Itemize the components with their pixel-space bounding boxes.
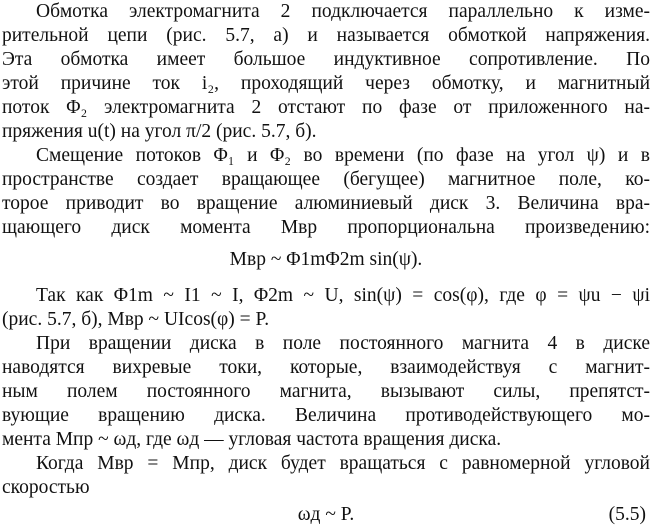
text-line: торое приводит во вращение алюминиевый диск 3. Величина вра-	[2, 193, 650, 214]
text-line: мента Mпр ~ ωд, где ωд — угловая частота вращения диска.	[2, 429, 502, 450]
text-line: Эта обмотка имеет большое индуктивное сопротивление. По	[2, 49, 650, 70]
text-line: Смещение потоков Φ₁ и Φ₂ во времени (по фазе на угол ψ) и в	[36, 145, 650, 166]
text-line: поток Φ₂ электромагнита 2 отстают по фазе от приложенного на-	[2, 97, 650, 118]
formula-angular-speed	[2, 503, 650, 527]
text-line: рительной цепи (рис. 5.7, а) и называется обмоткой напряжения.	[2, 25, 650, 46]
text-line: наводятся вихревые токи, которые, взаимодействуя с магнит-	[2, 357, 650, 378]
text-line: вующие вращению диска. Величина противодействующего мо-	[2, 405, 650, 426]
text-line: Обмотка электромагнита 2 подключается параллельно к изме-	[36, 1, 650, 22]
text-line: При вращении диска в поле постоянного магнита 4 в диске	[36, 333, 650, 354]
text-line: пряжения u(t) на угол π/2 (рис. 5.7, б).	[2, 121, 317, 142]
text-line: пространстве создает вращающее (бегущее) магнитное поле, ко-	[2, 169, 650, 190]
text-line: этой причине ток i₂, проходящий через обмотку, и магнитный	[2, 73, 650, 94]
text-line: скоростью	[2, 477, 90, 498]
formula-torque: Mвр ~ Φ1mΦ2m sin(ψ).	[229, 249, 423, 270]
text-line: Так как Φ1m ~ I1 ~ I, Φ2m ~ U, sin(ψ) = cos(φ), где φ = ψu − ψi	[36, 285, 650, 306]
text-line: (рис. 5.7, б), Mвр ~ UIcos(φ) = P.	[2, 309, 270, 330]
text-line: ным полем постоянного магнита, вызывают силы, препятст-	[2, 381, 650, 402]
text-line: щающего диск момента Mвр пропорциональна произведению:	[2, 217, 650, 238]
formula-angular-speed-text: ωд ~ P.	[297, 504, 355, 525]
equation-number: (5.5)	[608, 504, 646, 525]
text-line: Когда Mвр = Mпр, диск будет вращаться с равномерной угловой	[36, 453, 650, 474]
